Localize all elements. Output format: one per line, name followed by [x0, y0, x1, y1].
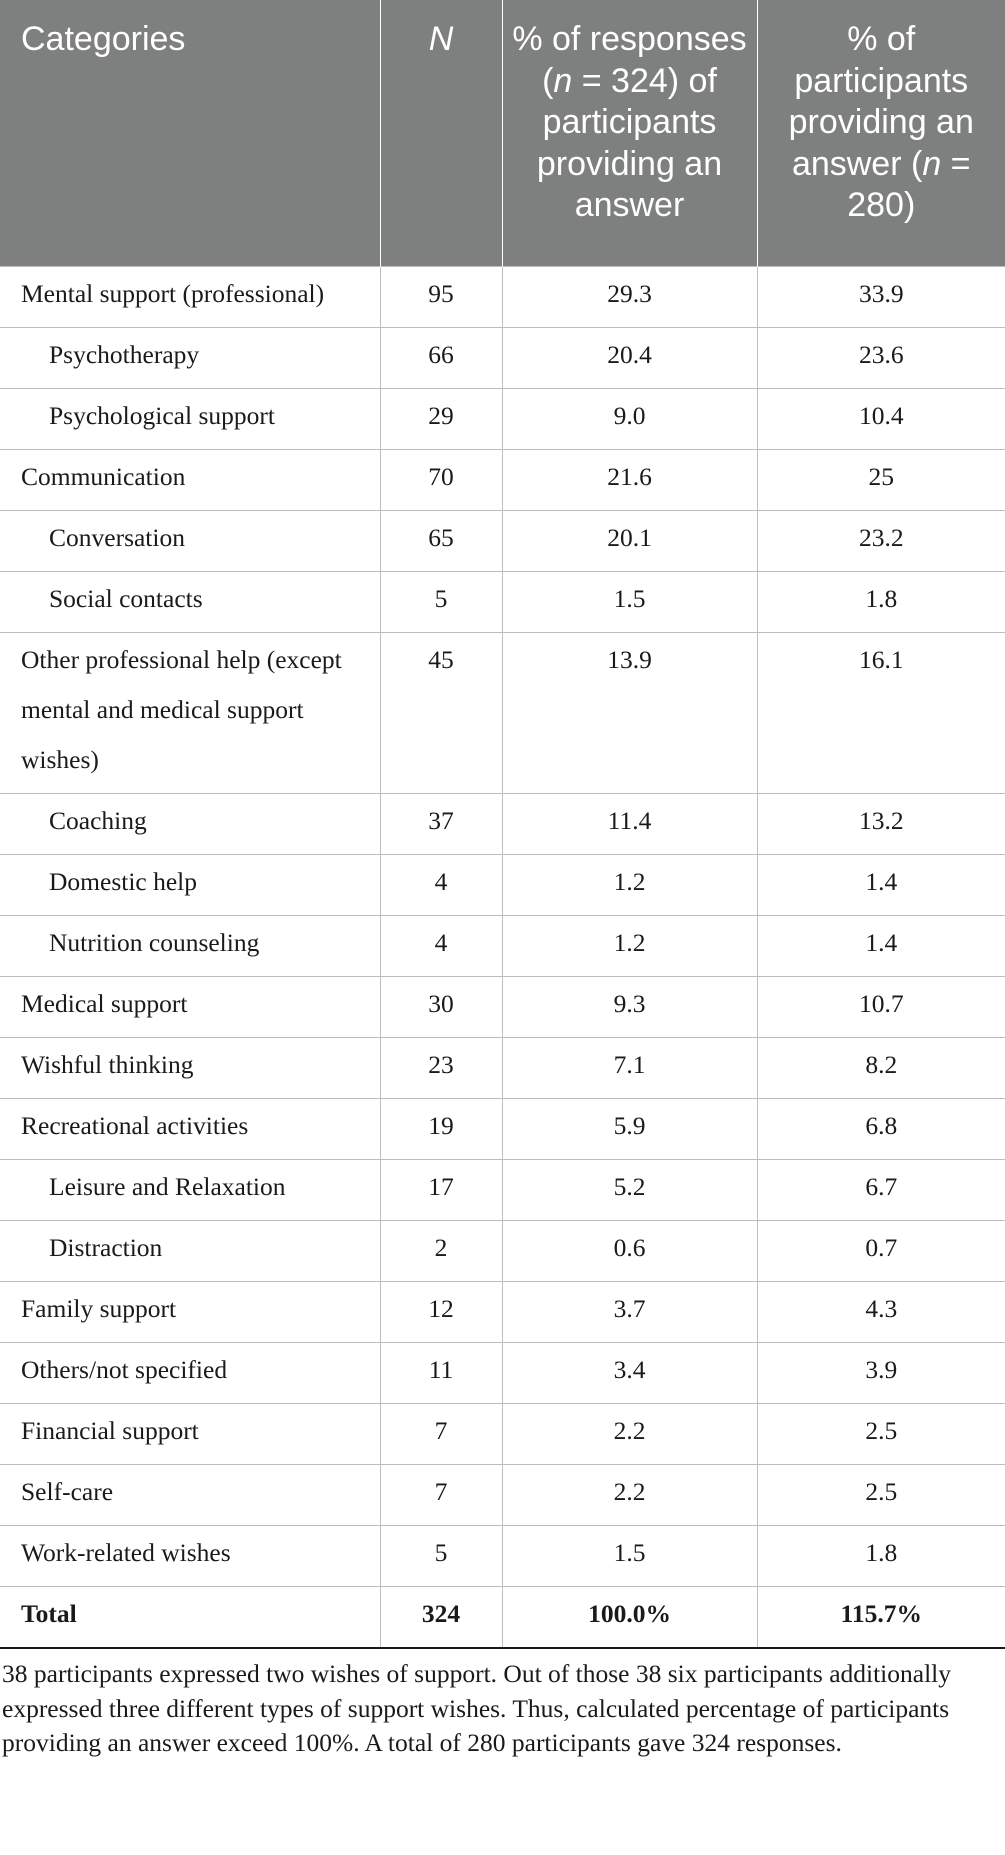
pct-responses-cell: 21.6 [502, 449, 757, 510]
table-row-subcategory [0, 1159, 1005, 1220]
pct-responses-cell: 9.0 [502, 388, 757, 449]
header-pct-responses-pre: % of responses ( [512, 20, 747, 100]
table-row [0, 632, 1005, 793]
n-cell: 19 [380, 1098, 502, 1159]
header-pct-responses-n: n [553, 61, 573, 100]
n-cell: 23 [380, 1037, 502, 1098]
table-row-subcategory [0, 915, 1005, 976]
pct-responses-cell: 20.1 [502, 510, 757, 571]
table-footnote: 38 participants expressed two wishes of support. Out of those 38 six participants additionally expressed three different types of support wishes. Thus, calculated percentage of participants providing an answer exceed 100%. A total of 280 participants gave 324 responses. [2, 1659, 952, 1757]
category-cell: Leisure and Relaxation [0, 1159, 380, 1220]
table-body [0, 266, 1005, 1648]
pct-participants-cell: 1.4 [757, 915, 1005, 976]
n-cell: 65 [380, 510, 502, 571]
header-pct-participants-pre: % of participants providing an answer ( [788, 20, 974, 183]
category-cell: Work-related wishes [0, 1525, 380, 1586]
n-cell: 45 [380, 632, 502, 793]
table-row-subcategory [0, 388, 1005, 449]
n-cell: 17 [380, 1159, 502, 1220]
header-row [0, 0, 1005, 266]
table-row [0, 1037, 1005, 1098]
category-cell: Other professional help (except mental and medical support wishes) [0, 632, 380, 793]
pct-participants-cell: 33.9 [757, 266, 1005, 327]
pct-participants-cell: 0.7 [757, 1220, 1005, 1281]
pct-participants-cell: 3.9 [757, 1342, 1005, 1403]
pct-participants-cell: 10.7 [757, 976, 1005, 1037]
table-row-subcategory [0, 510, 1005, 571]
n-cell: 2 [380, 1220, 502, 1281]
pct-responses-cell: 5.2 [502, 1159, 757, 1220]
pct-responses-cell: 9.3 [502, 976, 757, 1037]
header-categories-label: Categories [21, 20, 186, 58]
pct-responses-cell: 29.3 [502, 266, 757, 327]
table-row-subcategory [0, 571, 1005, 632]
category-cell: Self-care [0, 1464, 380, 1525]
header-n [380, 0, 502, 266]
header-pct-participants [757, 0, 1005, 266]
pct-responses-cell: 20.4 [502, 327, 757, 388]
n-cell: 29 [380, 388, 502, 449]
pct-participants-cell: 10.4 [757, 388, 1005, 449]
pct-participants-cell: 25 [757, 449, 1005, 510]
table-row [0, 1525, 1005, 1586]
pct-responses-cell: 0.6 [502, 1220, 757, 1281]
category-cell: Recreational activities [0, 1098, 380, 1159]
pct-responses-cell: 1.2 [502, 854, 757, 915]
table-header [0, 0, 1005, 266]
n-cell: 7 [380, 1403, 502, 1464]
table-row [0, 449, 1005, 510]
pct-participants-cell: 2.5 [757, 1464, 1005, 1525]
table-row [0, 1403, 1005, 1464]
pct-participants-cell: 23.6 [757, 327, 1005, 388]
n-cell: 66 [380, 327, 502, 388]
pct-participants-cell: 1.8 [757, 571, 1005, 632]
table-row-subcategory [0, 327, 1005, 388]
category-cell: Conversation [0, 510, 380, 571]
n-cell: 30 [380, 976, 502, 1037]
pct-responses-cell: 3.4 [502, 1342, 757, 1403]
total-pct-responses-cell: 100.0% [502, 1586, 757, 1648]
pct-responses-cell: 5.9 [502, 1098, 757, 1159]
table-row-subcategory [0, 793, 1005, 854]
pct-responses-cell: 2.2 [502, 1464, 757, 1525]
category-cell: Family support [0, 1281, 380, 1342]
pct-responses-cell: 1.2 [502, 915, 757, 976]
table-row [0, 1098, 1005, 1159]
pct-participants-cell: 16.1 [757, 632, 1005, 793]
n-cell: 7 [380, 1464, 502, 1525]
pct-participants-cell: 13.2 [757, 793, 1005, 854]
total-n-cell: 324 [380, 1586, 502, 1648]
n-cell: 12 [380, 1281, 502, 1342]
n-cell: 5 [380, 571, 502, 632]
category-cell: Domestic help [0, 854, 380, 915]
table-row [0, 266, 1005, 327]
pct-responses-cell: 11.4 [502, 793, 757, 854]
pct-responses-cell: 1.5 [502, 571, 757, 632]
pct-participants-cell: 8.2 [757, 1037, 1005, 1098]
n-cell: 4 [380, 854, 502, 915]
n-cell: 4 [380, 915, 502, 976]
category-cell: Communication [0, 449, 380, 510]
pct-participants-cell: 23.2 [757, 510, 1005, 571]
pct-participants-cell: 6.7 [757, 1159, 1005, 1220]
header-pct-responses [502, 0, 757, 266]
pct-participants-cell: 4.3 [757, 1281, 1005, 1342]
table-row [0, 1281, 1005, 1342]
table-row [0, 1464, 1005, 1525]
pct-participants-cell: 2.5 [757, 1403, 1005, 1464]
pct-participants-cell: 6.8 [757, 1098, 1005, 1159]
header-pct-participants-post: = 280) [847, 144, 971, 224]
pct-participants-cell: 1.4 [757, 854, 1005, 915]
table-row [0, 976, 1005, 1037]
n-cell: 70 [380, 449, 502, 510]
n-cell: 37 [380, 793, 502, 854]
category-cell: Social contacts [0, 571, 380, 632]
n-cell: 95 [380, 266, 502, 327]
header-n-label: N [428, 20, 454, 58]
category-cell: Medical support [0, 976, 380, 1037]
pct-responses-cell: 7.1 [502, 1037, 757, 1098]
category-cell: Coaching [0, 793, 380, 854]
table-row-subcategory [0, 854, 1005, 915]
total-category-cell: Total [0, 1586, 380, 1648]
table-row [0, 1342, 1005, 1403]
category-cell: Wishful thinking [0, 1037, 380, 1098]
header-pct-responses-post: = 324) of participants providing an answer [536, 61, 723, 224]
total-pct-participants-cell: 115.7% [757, 1586, 1005, 1648]
table-row-total [0, 1586, 1005, 1648]
pct-responses-cell: 2.2 [502, 1403, 757, 1464]
category-cell: Psychological support [0, 388, 380, 449]
n-cell: 11 [380, 1342, 502, 1403]
n-cell: 5 [380, 1525, 502, 1586]
pct-responses-cell: 1.5 [502, 1525, 757, 1586]
category-cell: Psychotherapy [0, 327, 380, 388]
category-cell: Financial support [0, 1403, 380, 1464]
category-cell: Others/not specified [0, 1342, 380, 1403]
category-cell: Mental support (professional) [0, 266, 380, 327]
header-pct-participants-n: n [922, 144, 942, 183]
category-cell: Nutrition counseling [0, 915, 380, 976]
pct-responses-cell: 3.7 [502, 1281, 757, 1342]
pct-participants-cell: 1.8 [757, 1525, 1005, 1586]
table-row-subcategory [0, 1220, 1005, 1281]
header-categories [0, 0, 380, 266]
pct-responses-cell: 13.9 [502, 632, 757, 793]
category-cell: Distraction [0, 1220, 380, 1281]
